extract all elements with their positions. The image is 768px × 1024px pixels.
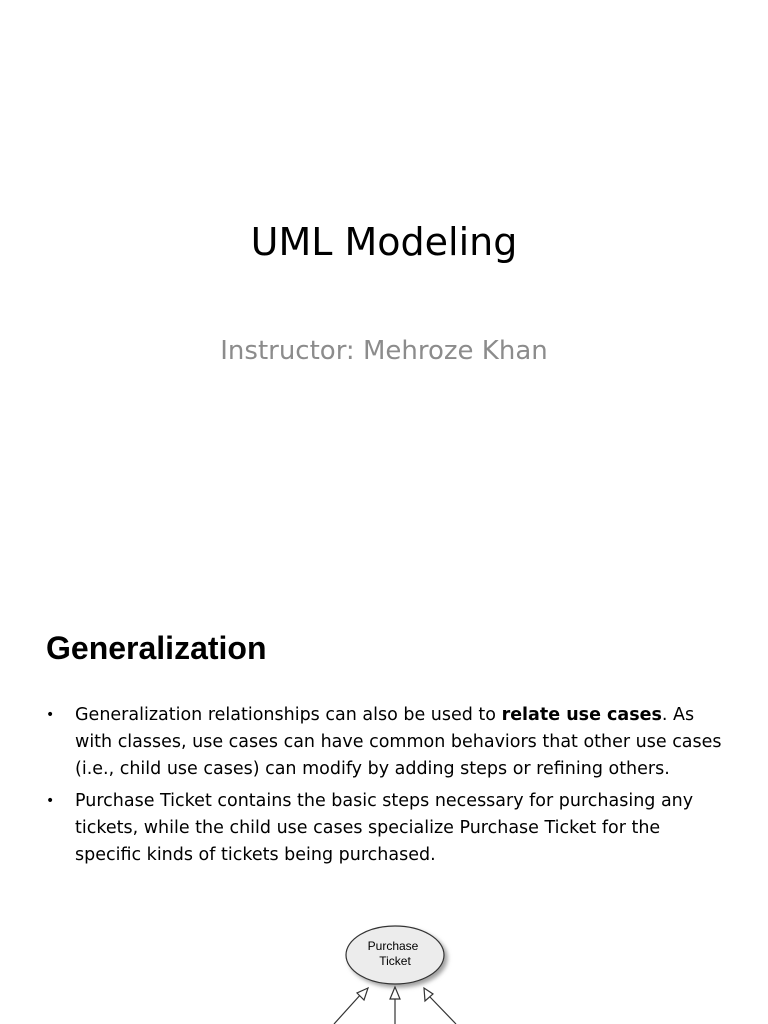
- generalization-arrowhead-left: [357, 988, 368, 1000]
- slide-heading: Generalization: [46, 630, 267, 666]
- use-case-diagram: [0, 600, 768, 1024]
- use-case-label-line2: Ticket: [379, 954, 411, 968]
- slide-title: UML Modeling: [250, 220, 518, 264]
- content-slide: [0, 600, 768, 1024]
- slide-subtitle: Instructor: Mehroze Khan: [220, 336, 548, 366]
- bullet-1-text-end: . As with classes, use cases can have common behaviors that other use cases (i.e., child use cases) can modify by adding steps or refining others.: [75, 705, 722, 779]
- slide-divider: [0, 578, 768, 598]
- generalization-arrowhead-middle: [390, 987, 400, 999]
- generalization-line-right: [430, 997, 456, 1024]
- bullet-1-text-start: Generalization relationships can also be used to: [75, 705, 502, 725]
- bullet-icon: •: [46, 707, 55, 723]
- bullet-2-text: Purchase Ticket contains the basic steps necessary for purchasing any tickets, while the child use cases specialize Purchase Ticket for the specific kinds of tickets being purchased.: [75, 791, 694, 865]
- bullet-icon: •: [46, 793, 55, 809]
- use-case-label-line1: Purchase: [367, 939, 419, 953]
- bullet-1-bold-text: relate use cases: [501, 705, 662, 725]
- generalization-line-left: [334, 993, 362, 1024]
